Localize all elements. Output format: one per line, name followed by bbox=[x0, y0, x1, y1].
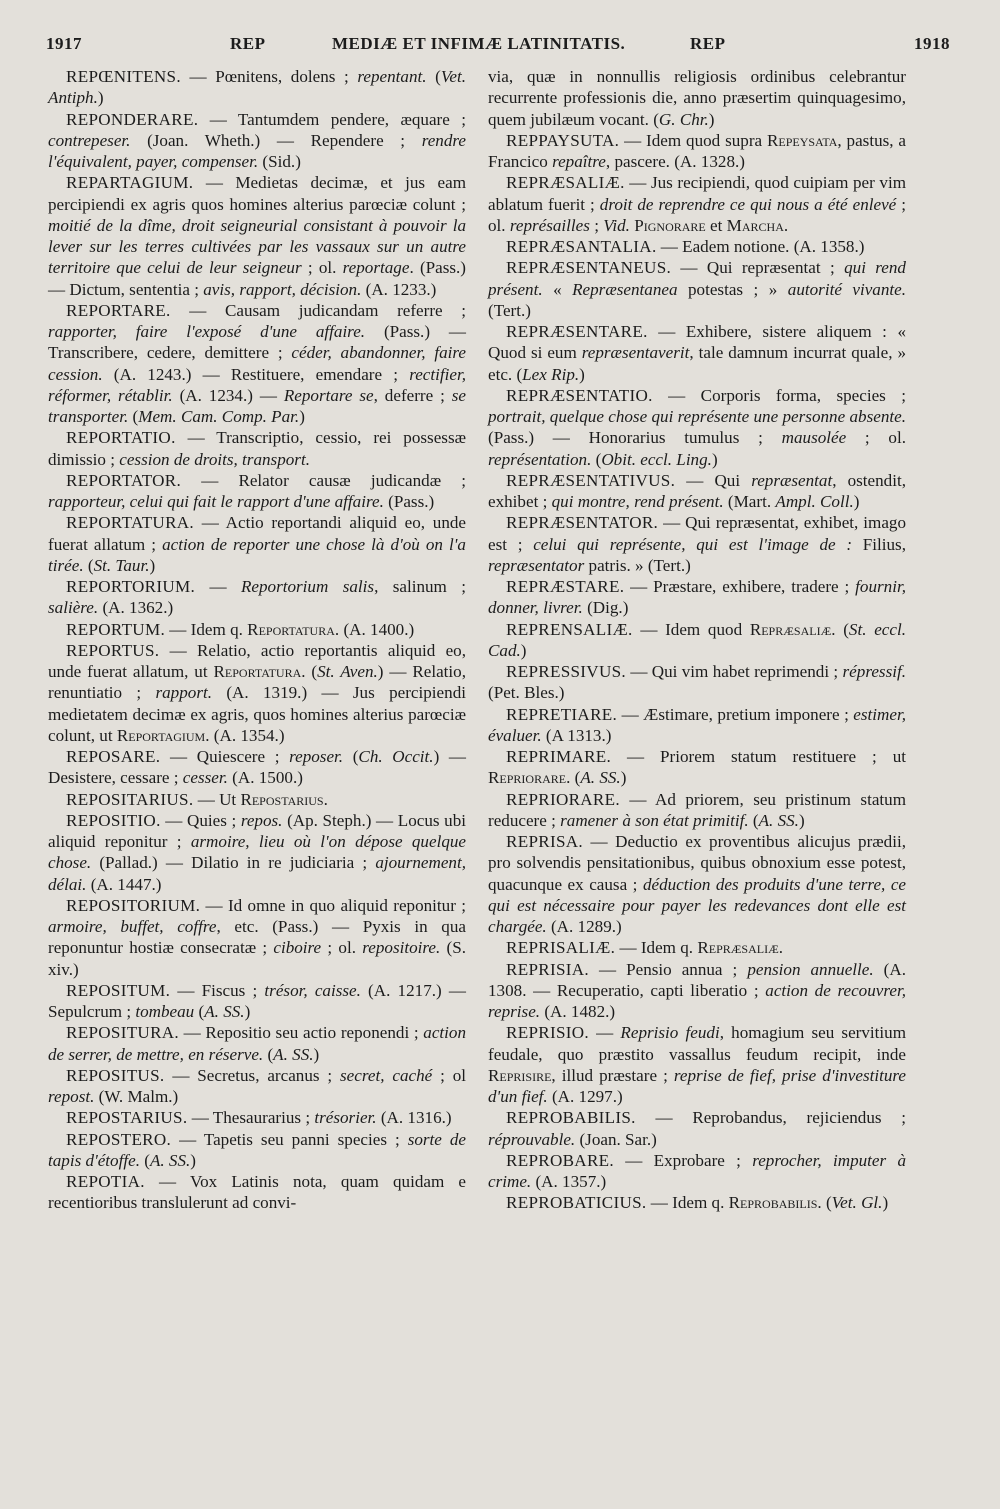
dictionary-entry: REPOSTERO. — Tapetis seu panni species ; sorte de tapis d'étoffe. (A. SS.) bbox=[48, 1129, 466, 1170]
dictionary-entry: REPOSITURA. — Repositio seu actio reponendi ; action de serrer, de mettre, en réserve. (A. SS.) bbox=[48, 1023, 466, 1064]
dictionary-entry: REPOSITARIUS. — Ut Repostarius. bbox=[66, 789, 328, 809]
dictionary-entry: REPRENSALIÆ. — Idem quod Repræsaliæ. (St. eccl. Cad.) bbox=[488, 619, 906, 660]
page-number-right: 1918 bbox=[914, 34, 950, 53]
left-column bbox=[48, 66, 466, 1214]
dictionary-entry: REPORTORIUM. — Reportorium salis, salinum ; salière. (A. 1362.) bbox=[48, 577, 466, 618]
header-title: MEDIÆ ET INFIMÆ LATINITATIS. bbox=[332, 34, 626, 53]
dictionary-entry: REPOSARE. — Quiescere ; reposer. (Ch. Occit.) — Desistere, cessare ; cesser. (A. 1500.) bbox=[48, 747, 467, 788]
dictionary-entry: REPRETIARE. — Æstimare, pretium imponere ; estimer, évaluer. (A 1313.) bbox=[488, 704, 906, 745]
dictionary-entry: REPOTIA. — Vox Latinis nota, quam quidam e recentioribus translulerunt ad convi- bbox=[48, 1172, 466, 1213]
dictionary-entry: REPRÆSANTALIA. — Eadem notione. (A. 1358.) bbox=[506, 237, 865, 256]
dictionary-entry: REPRISIA. — Pensio annua ; pension annuelle. (A. 1308. — Recuperatio, capti liberatio ; action de recouvrer, reprise. (A. 1482.) bbox=[488, 959, 906, 1021]
dictionary-entry: REPRISA. — Deductio ex proventibus alicujus prædii, pro solvendis pensitationibus, quibus obnoxium esse potest, quacunque ex causa ; déduction des produits d'une terre, ce qui est nécessaire pour payer les redevances dont elle est chargée. (A. 1289.) bbox=[488, 832, 906, 936]
dictionary-entry: REPORTARE. — Causam judicandam referre ; rapporter, faire l'exposé d'une affaire. (Pass.) — Transcribere, cedere, demittere ; céder, abandonner, faire cession. (A. 1243.) — Restituere, emendare ; rectifier, réformer, rétablir. (A. 1234.) — Reportare se, deferre ; se transporter. (Mem. Cam. Comp. Par.) bbox=[48, 300, 466, 426]
dictionary-entry: REPOSTARIUS. — Thesaurarius ; trésorier. (A. 1316.) bbox=[66, 1108, 452, 1128]
header-tag-left: REP bbox=[230, 34, 266, 53]
dictionary-entry: REPRESSIVUS. — Qui vim habet reprimendi ; répressif. (Pet. Bles.) bbox=[488, 662, 906, 703]
dictionary-entry: REPRÆSTARE. — Præstare, exhibere, tradere ; fournir, donner, livrer. (Dig.) bbox=[488, 577, 906, 618]
dictionary-entry: REPORTUS. — Relatio, actio reportantis aliquid eo, unde fuerat allatum, ut Reportatura. (St. Aven.) — Relatio, renuntiatio ; rapport. (A. 1319.) — Jus percipiendi medietatem decimæ ex agris, quos homines alterius parœciæ colunt, ut Reportagium. (A. 1354.) bbox=[48, 640, 467, 745]
dictionary-entry: REPORTATOR. — Relator causæ judicandæ ; rapporteur, celui qui fait le rapport d'une affaire. (Pass.) bbox=[48, 470, 466, 511]
dictionary-entry: REPRÆSENTANEUS. — Qui repræsentat ; qui rend présent. « Repræsentanea potestas ; » autorité vivante. (Tert.) bbox=[488, 258, 907, 320]
dictionary-entry: REPRÆSALIÆ. — Jus recipiendi, quod cuipiam per vim ablatum fuerit ; droit de reprendre ce qui nous a été enlevé ; ol. représailles ; Vid. Pignorare et Marcha. bbox=[488, 173, 906, 235]
dictionary-entry: REPRÆSENTARE. — Exhibere, sistere aliquem : « Quod si eum repræsentaverit, tale damnum incurrat quale, » etc. (Lex Rip.) bbox=[488, 322, 907, 384]
dictionary-entry: REPOSITUS. — Secretus, arcanus ; secret, caché ; ol repost. (W. Malm.) bbox=[48, 1065, 466, 1106]
dictionary-entry: REPRISIO. — Reprisio feudi, homagium seu servitium feudale, quo præstito vassallus feudum recipit, inde Reprisire, illud præstare ; reprise de fief, prise d'investiture d'un fief. (A. 1297.) bbox=[488, 1023, 906, 1106]
running-header bbox=[46, 34, 950, 64]
dictionary-entry: REPROBABILIS. — Reprobandus, rejiciendus ; réprouvable. (Joan. Sar.) bbox=[488, 1108, 906, 1149]
dictionary-entry: REPRIMARE. — Priorem statum restituere ; ut Repriorare. (A. SS.) bbox=[488, 747, 906, 788]
dictionary-entry: REPORTUM. — Idem q. Reportatura. (A. 1400.) bbox=[66, 619, 415, 639]
page-number-left: 1917 bbox=[46, 34, 82, 53]
right-column bbox=[488, 66, 906, 1214]
dictionary-entry: REPRISALIÆ. — Idem q. Repræsaliæ. bbox=[506, 938, 784, 958]
dictionary-entry: REPOSITORIUM. — Id omne in quo aliquid reponitur ; armoire, buffet, coffre, etc. (Pass.) — Pyxis in qua reponuntur hostiæ consecratæ ; ciboire ; ol. repositoire. (S. xiv.) bbox=[48, 895, 467, 979]
dictionary-entry: REPROBATICIUS. — Idem q. Reprobabilis. (Vet. Gl.) bbox=[506, 1193, 889, 1213]
dictionary-entry: REPŒNITENS. — Pœnitens, dolens ; repentant. (Vet. Antiph.) bbox=[48, 67, 467, 108]
dictionary-entry: REPRIORARE. — Ad priorem, seu pristinum statum reducere ; ramener à son état primitif. (A. SS.) bbox=[488, 789, 906, 830]
dictionary-entry: REPOSITIO. — Quies ; repos. (Ap. Steph.) — Locus ubi aliquid reponitur ; armoire, lieu où l'on dépose quelque chose. (Pallad.) — Dilatio in re judiciaria ; ajournement, délai. (A. 1447.) bbox=[48, 810, 467, 894]
dictionary-entry: REPROBARE. — Exprobare ; reprocher, imputer à crime. (A. 1357.) bbox=[488, 1150, 906, 1191]
dictionary-entry: REPRÆSENTATIO. — Corporis forma, species ; portrait, quelque chose qui représente une personne absente. (Pass.) — Honorarius tumulus ; mausolée ; ol. représentation. (Obit. eccl. Ling.) bbox=[488, 385, 906, 469]
dictionary-entry: via, quæ in nonnullis religiosis ordinibus celebrantur recurrente professionis die, anno præsertim quinquagesimo, quem jubilæum vocant. (G. Chr.) bbox=[488, 67, 906, 129]
dictionary-entry: REPPAYSUTA. — Idem quod supra Repeysata, pastus, a Francico repaître, pascere. (A. 1328.) bbox=[488, 130, 907, 171]
dictionary-entry: REPRÆSENTATOR. — Qui repræsentat, exhibet, imago est ; celui qui représente, qui est l'image de : Filius, repræsentator patris. » (Tert.) bbox=[488, 513, 906, 575]
dictionary-entry: REPONDERARE. — Tantumdem pendere, æquare ; contrepeser. (Joan. Wheth.) — Rependere ; rendre l'équivalent, payer, compenser. (Sid.) bbox=[48, 109, 466, 171]
dictionary-entry: REPORTATURA. — Actio reportandi aliquid eo, unde fuerat allatum ; action de reporter une chose là d'où on l'a tirée. (St. Taur.) bbox=[48, 513, 466, 575]
dictionary-entry: REPARTAGIUM. — Medietas decimæ, et jus eam percipiendi ex agris quos homines alterius parœciæ colunt ; moitié de la dîme, droit seigneurial consistant à pouvoir la lever sur les terres cultivées par les vassaux sur un autre territoire que celui de leur seigneur ; ol. reportage. (Pass.) — Dictum, sententia ; avis, rapport, décision. (A. 1233.) bbox=[48, 173, 466, 299]
header-tag-right: REP bbox=[690, 34, 726, 53]
dictionary-entry: REPRÆSENTATIVUS. — Qui repræsentat, ostendit, exhibet ; qui montre, rend présent. (Mart. Ampl. Coll.) bbox=[488, 470, 906, 511]
dictionary-entry: REPOSITUM. — Fiscus ; trésor, caisse. (A. 1217.) — Sepulcrum ; tombeau (A. SS.) bbox=[48, 980, 466, 1021]
dictionary-entry: REPORTATIO. — Transcriptio, cessio, rei possessæ dimissio ; cession de droits, transport. bbox=[48, 428, 466, 469]
